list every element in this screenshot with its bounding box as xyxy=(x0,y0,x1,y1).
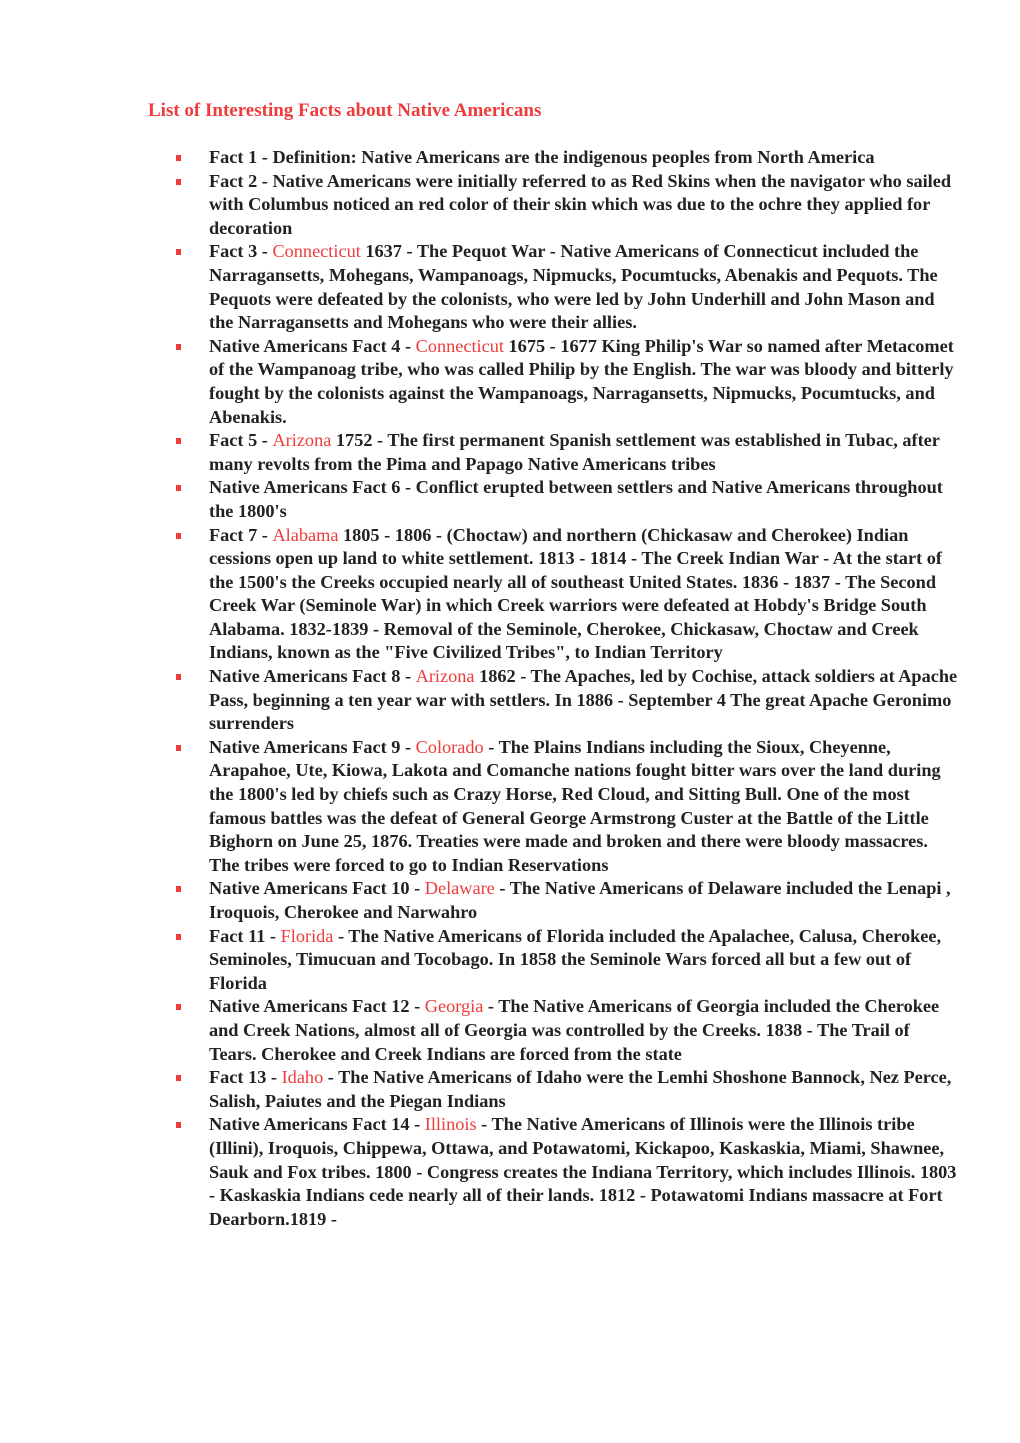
square-bullet-icon xyxy=(176,249,181,255)
fact-text: 1675 - 1677 King Philip's War so named after Metacomet of the Wampanoag tribe, who was called Philip by the English. The war was bloody and bitterly fought by the colonists against the Wampanoags, Narragansetts, Nipmucks, Pocumtucks, and Abenakis. xyxy=(209,335,954,427)
list-item xyxy=(0,170,959,241)
list-item xyxy=(0,429,959,476)
page-title: List of Interesting Facts about Native Americans xyxy=(148,100,542,121)
fact-text: - The Native Americans of Georgia included the Cherokee and Creek Nations, almost all of Georgia was controlled by the Creeks. 1838 - The Trail of Tears. Cherokee and Creek Indians are forced from the state xyxy=(209,996,940,1064)
state-name: Georgia xyxy=(424,996,484,1017)
fact-text: - The Native Americans of Illinois were the Illinois tribe (Illini), Iroquois, Chippewa, Ottawa, and Potawatomi, Kickapoo, Kaskaskia, Miami, Shawnee, Sauk and Fox tribes. 1800 - Congress creates the Indiana Territory, which includes Illinois. 1803 - Kaskaskia Indians cede nearly all of their lands. 1812 - Potawatomi Indians massacre at Fort Dearborn.1819 - xyxy=(209,1114,957,1229)
list-item xyxy=(0,476,959,523)
state-name: Alabama xyxy=(272,524,339,545)
square-bullet-icon xyxy=(176,155,181,161)
fact-text: Native Americans Fact 14 - xyxy=(209,1114,425,1135)
fact-text: 1752 - The first permanent Spanish settlement was established in Tubac, after many revolts from the Pima and Papago Native Americans tribes xyxy=(209,430,940,474)
fact-text: - The Native Americans of Idaho were the Lemhi Shoshone Bannock, Nez Perce, Salish, Paiutes and the Piegan Indians xyxy=(209,1067,952,1111)
fact-text: Fact 5 - xyxy=(209,430,273,451)
list-item xyxy=(0,1066,959,1113)
square-bullet-icon xyxy=(176,438,181,444)
fact-text: - The Native Americans of Delaware included the Lenapi , Iroquois, Cherokee and Narwahro xyxy=(209,878,951,922)
fact-text: Fact 1 - Definition: Native Americans are the indigenous peoples from North America xyxy=(209,147,875,167)
state-name: Delaware xyxy=(424,878,495,899)
state-name: Connecticut xyxy=(272,241,361,262)
fact-text: Native Americans Fact 6 - Conflict erupted between settlers and Native Americans throughout the 1800's xyxy=(209,477,943,521)
fact-text: - The Plains Indians including the Sioux, Cheyenne, Arapahoe, Ute, Kiowa, Lakota and Comanche nations fought bitter wars over the land during the 1800's led by chiefs such as Crazy Horse, Red Cloud, and Sitting Bull. One of the most famous battles was the defeat of General George Armstrong Custer at the Battle of the Little Bighorn on June 25, 1876. Treaties were made and broken and there were bloody massacres. The tribes were forced to go to Indian Reservations xyxy=(209,736,941,875)
list-item xyxy=(0,665,959,736)
fact-text: 1805 - 1806 - (Choctaw) and northern (Chickasaw and Cherokee) Indian cessions open up land to white settlement. 1813 - 1814 - The Creek Indian War - At the start of the 1500's the Creeks occupied nearly all of southeast United States. 1836 - 1837 - The Second Creek War (Seminole War) in which Creek warriors were defeated at Hobdy's Bridge South Alabama. 1832-1839 - Removal of the Seminole, Cherokee, Chickasaw, Choctaw and Creek Indians, known as the "Five Civilized Tribes", to Indian Territory xyxy=(209,524,942,663)
fact-text: Native Americans Fact 12 - xyxy=(209,996,425,1017)
square-bullet-icon xyxy=(176,1075,181,1081)
facts-list xyxy=(0,146,1020,1231)
fact-text: Native Americans Fact 8 - xyxy=(209,666,416,687)
state-name: Arizona xyxy=(415,666,475,687)
list-item xyxy=(0,736,959,878)
fact-text: - The Native Americans of Florida included the Apalachee, Calusa, Cherokee, Seminoles, Timucuan and Tocobago. In 1858 the Seminole Wars forced all but a few out of Florida xyxy=(209,925,942,993)
square-bullet-icon xyxy=(176,674,181,680)
square-bullet-icon xyxy=(176,934,181,940)
list-item xyxy=(0,995,959,1066)
fact-text: Native Americans Fact 10 - xyxy=(209,878,425,899)
square-bullet-icon xyxy=(176,745,181,751)
state-name: Florida xyxy=(280,925,334,946)
list-item xyxy=(0,877,959,924)
square-bullet-icon xyxy=(176,1004,181,1010)
list-item xyxy=(0,925,959,996)
fact-text: 1637 - The Pequot War - Native Americans of Connecticut included the Narragansetts, Mohegans, Wampanoags, Nipmucks, Pocumtucks, Abenakis and Pequots. The Pequots were defeated by the colonists, who were led by John Underhill and John Mason and the Narragansetts and Mohegans who were their allies. xyxy=(209,241,938,333)
square-bullet-icon xyxy=(176,533,181,539)
fact-text: Fact 13 - xyxy=(209,1067,282,1088)
fact-text: Fact 2 - Native Americans were initially referred to as Red Skins when the navigator who sailed with Columbus noticed an red color of their skin which was due to the ochre they applied for decoration xyxy=(209,170,952,238)
list-item xyxy=(0,524,959,666)
square-bullet-icon xyxy=(176,485,181,491)
fact-text: Native Americans Fact 4 - xyxy=(209,335,416,356)
state-name: Illinois xyxy=(424,1114,477,1135)
fact-text: 1862 - The Apaches, led by Cochise, attack soldiers at Apache Pass, beginning a ten year war with settlers. In 1886 - September 4 The great Apache Geronimo surrenders xyxy=(209,666,958,734)
state-name: Arizona xyxy=(272,430,332,451)
list-item xyxy=(0,1113,959,1231)
state-name: Idaho xyxy=(281,1067,324,1088)
list-item xyxy=(0,335,959,429)
state-name: Connecticut xyxy=(415,335,504,356)
fact-text: Fact 11 - xyxy=(209,925,281,946)
square-bullet-icon xyxy=(176,344,181,350)
fact-text: Native Americans Fact 9 - xyxy=(209,736,416,757)
list-item xyxy=(0,146,959,170)
square-bullet-icon xyxy=(176,886,181,892)
fact-text: Fact 7 - xyxy=(209,524,273,545)
list-item xyxy=(0,240,959,334)
square-bullet-icon xyxy=(176,179,181,185)
square-bullet-icon xyxy=(176,1122,181,1128)
state-name: Colorado xyxy=(415,736,484,757)
fact-text: Fact 3 - xyxy=(209,241,273,262)
